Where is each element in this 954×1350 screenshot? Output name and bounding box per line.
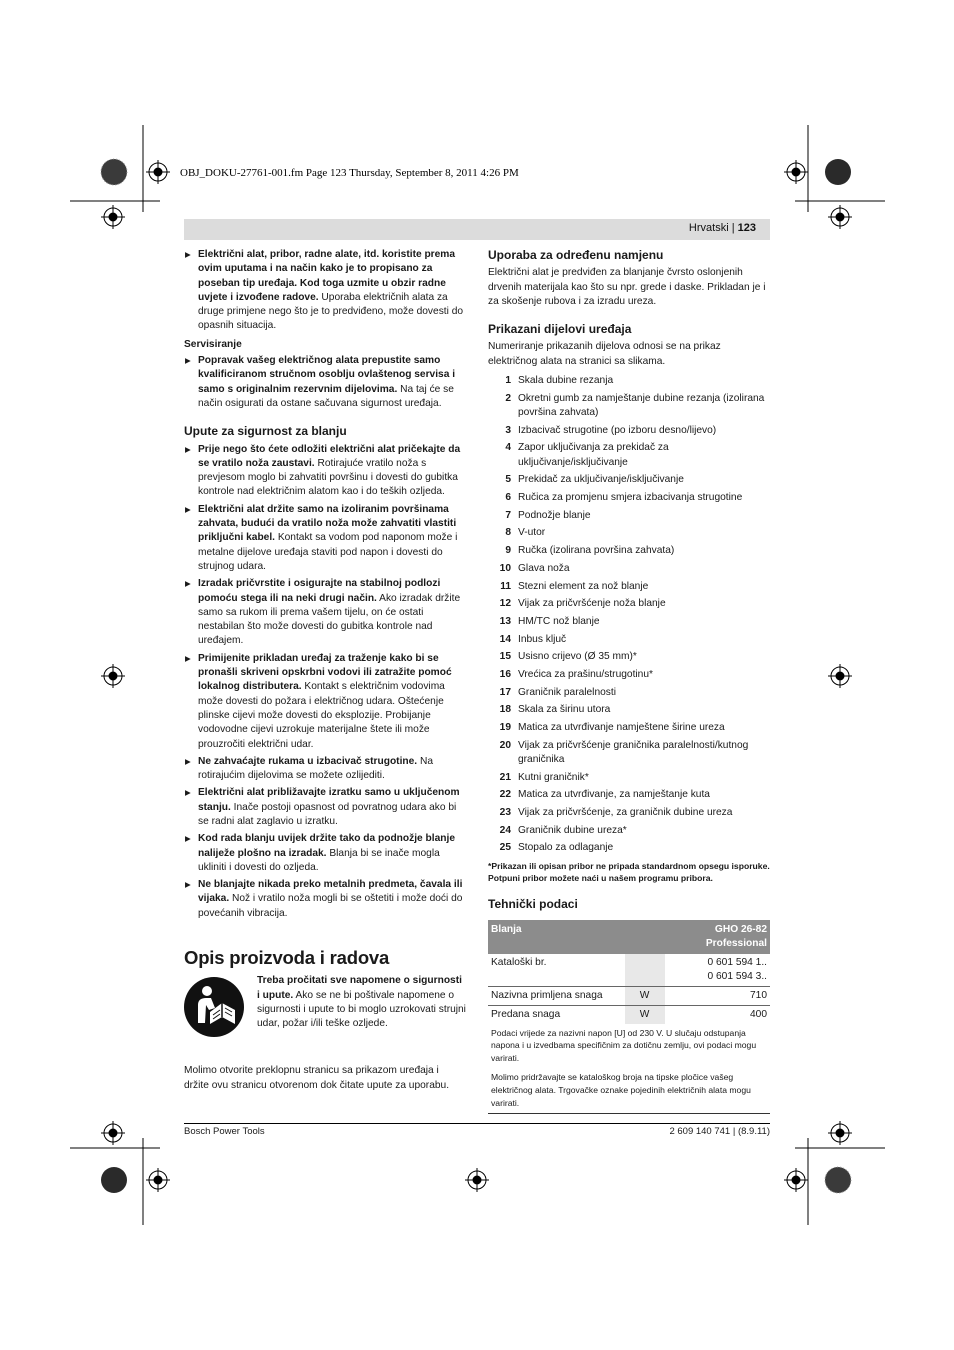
header-text xyxy=(689,222,756,234)
catalog-number: 0 601 594 3.. xyxy=(707,970,767,982)
safety-warning xyxy=(184,974,466,1052)
list-item xyxy=(488,771,770,785)
item-number: 15 xyxy=(499,651,511,663)
warning-bold: Treba pročitati sve napomene o sigurnosti i upute. xyxy=(257,975,462,1001)
item-text: V-utor xyxy=(518,527,546,539)
read-manual-icon xyxy=(184,977,244,1037)
list-item xyxy=(488,526,770,540)
row-value xyxy=(665,954,770,987)
bullet-text: Ako izradak držite samo sa rukom ili prema vašem tijelu, on će ostati nestabilan što može dovesti do gubitka kontrole nad uređajem. xyxy=(198,592,461,647)
table-row xyxy=(488,954,770,987)
list-item xyxy=(488,473,770,487)
table-note: Podaci vrijede za nazivni napon [U] od 230 V. U slučaju odstupanja napona i u izvedbama specifičnim za dotičnu zemlju, ovi podaci mogu varirati. xyxy=(491,1027,757,1063)
bullet-bold: Kod rada blanju uvijek držite tako da podnožje blanje naliježe plošno na izradak. xyxy=(198,833,455,859)
list-item xyxy=(488,374,770,388)
item-text: Izbacivač strugotine (po izboru desno/lijevo) xyxy=(518,424,717,436)
header-language: Hrvatski xyxy=(688,222,729,234)
bullet-text: Na rotirajućim dijelovima se možete ozlijediti. xyxy=(198,755,433,782)
table-head-left: Blanja xyxy=(488,920,665,954)
bullet-bold: Popravak vašeg električnog alata prepustite samo kvalificiranom stručnom osoblju ovlaštenog servisa i samo s originalnim rezervnim dijelovima. xyxy=(198,355,456,395)
item-number: 22 xyxy=(499,789,511,801)
bullet-bold: Primijenite prikladan uređaj za traženje kako bi se pronašli skriveni opskrbni vodovi ili zatražite pomoć lokalnog distributera. xyxy=(198,652,452,693)
parts-intro: Numeriranje prikazanih dijelova odnosi se na prikaz električnog alata na stranici sa slikama. xyxy=(488,341,721,367)
item-text: Prekidač za uključivanje/isključivanje xyxy=(518,474,684,486)
intro-bullet xyxy=(184,248,466,334)
item-text: Vijak za pričvršćenje graničnika paralelnosti/kutnog graničnika xyxy=(518,739,749,766)
file-slug: OBJ_DOKU-27761-001.fm Page 123 Thursday, September 8, 2011 4:26 PM xyxy=(180,167,519,179)
item-text: Vijak za pričvršćenje, za graničnik dubine ureza xyxy=(518,807,733,819)
item-number: 19 xyxy=(499,722,511,734)
item-number: 11 xyxy=(500,580,511,592)
warning-text: Ako se ne bi poštivale napomene o sigurnosti i upute to bi moglo uzrokovati strujni udar, požar i/ili teške ozljede. xyxy=(257,989,466,1030)
item-text: Skala za širinu utora xyxy=(518,704,611,716)
bullet-text: Nož i vratilo noža mogli bi se oštetiti i može doći do povećanih vibracija. xyxy=(198,893,463,919)
parts-list xyxy=(488,374,770,856)
list-item xyxy=(488,491,770,505)
spec-table xyxy=(488,920,770,1115)
footer-brand: Bosch Power Tools xyxy=(184,1126,265,1137)
item-text: Ručka (izolirana površina zahvata) xyxy=(518,545,675,557)
list-item xyxy=(488,806,770,820)
item-number: 17 xyxy=(499,686,511,698)
safety-heading: Upute za sigurnost za blanju xyxy=(184,424,347,439)
item-text: Usisno crijevo (Ø 35 mm)* xyxy=(518,651,637,663)
accessory-footnote: *Prikazan ili opisan pribor ne pripada standardnom opsegu isporuke. Potpuni pribor možete naći u našem programu pribora. xyxy=(488,860,770,884)
list-item xyxy=(488,544,770,558)
bullet-text: Blanja bi se inače mogla ukliniti i dovesti do ozljeda. xyxy=(198,847,440,873)
list-item xyxy=(488,580,770,594)
left-column xyxy=(184,248,466,1097)
safety-bullet xyxy=(184,443,466,500)
item-number: 23 xyxy=(499,807,511,819)
item-text: Matica za utvrđivanje namještene širine ureza xyxy=(518,722,725,734)
safety-bullet xyxy=(184,503,466,574)
table-head-model xyxy=(665,920,770,954)
list-item xyxy=(488,392,770,421)
table-note-row xyxy=(488,1068,770,1113)
bullet-text: Kontakt s električnim vodovima može dovesti do požara i električnog udara. Oštećenje plinske cijevi može dovesti do eksplozije. Probijanje vodovodne cijevi uzrokuje materijalne štete ili može prouzročiti električni udar. xyxy=(198,681,445,750)
servicing-heading: Servisiranje xyxy=(184,338,242,350)
item-number: 12 xyxy=(499,598,511,610)
table-row xyxy=(488,986,770,1005)
table-row xyxy=(488,1005,770,1024)
table-note-row xyxy=(488,1024,770,1069)
bullet-bold: Električni alat, pribor, radne alate, itd. koristite prema ovim uputama i na način kako je to propisano za poseban tip uređaja. Kod toga uzmite u obzir radne uvjete i izvođene radove. xyxy=(198,249,456,303)
item-text: Graničnik paralelnosti xyxy=(518,686,616,698)
list-item xyxy=(488,824,770,838)
row-unit xyxy=(625,954,665,987)
list-item xyxy=(488,650,770,664)
safety-bullet xyxy=(184,832,466,875)
model-series: Professional xyxy=(705,937,767,949)
list-item xyxy=(488,841,770,855)
item-text: Graničnik dubine ureza* xyxy=(518,824,627,836)
list-item xyxy=(488,721,770,735)
item-text: Skala dubine rezanja xyxy=(518,375,614,387)
list-item xyxy=(488,615,770,629)
bullet-text: Rotirajuće vratilo noža s prevjesom moglo bi zahvatiti površinu i dovesti do gubitka kontrole nad električnim alatom kao i do teških ozljeda. xyxy=(198,457,458,498)
list-item xyxy=(488,597,770,611)
list-item xyxy=(488,703,770,717)
footer-doc-number: 2 609 140 741 | (8.9.11) xyxy=(669,1126,770,1137)
bullet-text: Inače postoji opasnost od povratnog udara ako bi se radni alat zaglavio u izratku. xyxy=(198,801,457,827)
safety-bullet xyxy=(184,786,466,829)
bullet-bold: Električni alat držite samo na izoliranim površinama zahvata, budući da vratilo noža može zahvatiti vlastiti priključni kabel. xyxy=(198,503,457,544)
section-title: Opis proizvoda i radova xyxy=(184,947,390,969)
tech-heading: Tehnički podaci xyxy=(488,897,578,912)
list-item xyxy=(488,509,770,523)
bullet-text: Na taj će se način osigurati da ostane sačuvana sigurnost uređaja. xyxy=(198,383,454,409)
item-text: Vrećica za prašinu/strugotinu* xyxy=(518,668,653,680)
item-text: Kutni graničnik* xyxy=(518,771,589,783)
item-number: 6 xyxy=(505,492,511,504)
row-value: 710 xyxy=(665,986,770,1005)
list-item xyxy=(488,739,770,768)
item-number: 13 xyxy=(499,615,511,627)
table-header-row xyxy=(488,920,770,954)
bullet-bold: Ne zahvaćajte rukama u izbacivač strugotine. xyxy=(198,755,418,767)
model-name: GHO 26-82 xyxy=(714,923,767,935)
bullet-bold: Izradak pričvrstite i osigurajte na stabilnoj podlozi pomoću stega ili na neki drugi način. xyxy=(198,578,441,604)
item-number: 18 xyxy=(499,704,511,716)
safety-bullet xyxy=(184,652,466,752)
list-item xyxy=(488,668,770,682)
bullet-bold: Ne blanjajte nikada preko metalnih predmeta, čavala ili vijaka. xyxy=(198,879,463,905)
list-item xyxy=(488,788,770,802)
list-item xyxy=(488,633,770,647)
list-item xyxy=(488,686,770,700)
item-number: 2 xyxy=(505,392,511,404)
item-number: 8 xyxy=(505,527,511,539)
item-text: Glava noža xyxy=(518,562,570,574)
safety-bullet xyxy=(184,577,466,648)
item-number: 7 xyxy=(505,509,511,521)
item-text: Matica za utvrđivanje, za namještanje kuta xyxy=(518,789,710,801)
bullet-bold: Prije nego što ćete odložiti električni alat pričekajte da se vratilo noža zaustavi. xyxy=(198,443,461,469)
usage-heading: Uporaba za određenu namjenu xyxy=(488,248,664,262)
usage-text: Električni alat je predviđen za blanjanje čvrsto oslonjenih drvenih materijala kao što su npr. grede i daske. Prikladan je i za skošenje rubova i za izradu ureza. xyxy=(488,267,766,307)
item-number: 10 xyxy=(499,562,511,574)
list-item xyxy=(488,562,770,576)
item-number: 25 xyxy=(499,842,511,854)
item-text: Vijak za pričvršćenje noža blanje xyxy=(518,598,666,610)
item-text: HM/TC nož blanje xyxy=(518,615,600,627)
bullet-bold: Električni alat približavajte izratku samo u uključenom stanju. xyxy=(198,787,460,813)
item-number: 3 xyxy=(505,424,511,436)
item-number: 14 xyxy=(499,633,511,645)
row-label: Kataloški br. xyxy=(488,954,625,987)
item-number: 4 xyxy=(505,442,511,454)
item-text: Okretni gumb za namještanje dubine rezanja (izolirana površina zahvata) xyxy=(518,392,765,419)
row-unit: W xyxy=(625,1005,665,1024)
parts-heading: Prikazani dijelovi uređaja xyxy=(488,322,632,337)
page-header xyxy=(184,219,770,240)
safety-bullet xyxy=(184,878,466,921)
row-label: Nazivna primljena snaga xyxy=(488,986,625,1005)
row-value: 400 xyxy=(750,1008,767,1020)
item-number: 24 xyxy=(499,824,511,836)
table-note: Molimo pridržavajte se kataloškog broja na tipske pločice vašeg električnog alata. Trgovačke oznake pojedinih električnih alata mogu varirati. xyxy=(488,1068,770,1113)
page-number: 123 xyxy=(737,222,756,234)
item-number: 5 xyxy=(505,474,511,486)
bullet-text: Uporaba električnih alata za druge primjene nego što je to predviđeno, može dovesti do opasnih situacija. xyxy=(198,291,464,332)
item-number: 21 xyxy=(499,771,511,783)
header-separator: | xyxy=(731,222,738,234)
servicing-bullet xyxy=(184,354,466,411)
item-number: 9 xyxy=(505,545,511,557)
list-item xyxy=(488,441,770,470)
list-item xyxy=(488,424,770,438)
item-number: 20 xyxy=(499,739,511,751)
item-text: Inbus ključ xyxy=(518,633,567,645)
right-column xyxy=(488,248,770,1114)
item-text: Stopalo za odlaganje xyxy=(518,842,614,854)
item-text: Zapor uključivanja za prekidač za uključivanje/isključivanje xyxy=(518,442,669,468)
bullet-text: Kontakt sa vodom pod naponom može i metalne dijelove uređaja staviti pod napon i dovesti do strujnog udara. xyxy=(198,532,458,572)
item-text: Podnožje blanje xyxy=(518,509,591,521)
row-unit: W xyxy=(625,986,665,1005)
item-number: 1 xyxy=(505,375,511,387)
item-text: Ručica za promjenu smjera izbacivanja strugotine xyxy=(518,492,743,504)
item-number: 16 xyxy=(499,668,511,680)
catalog-number: 0 601 594 1.. xyxy=(707,956,767,968)
row-label: Predana snaga xyxy=(491,1008,561,1020)
footer-rule xyxy=(184,1123,770,1124)
safety-bullet xyxy=(184,755,466,784)
closing-paragraph: Molimo otvorite preklopnu stranicu sa prikazom uređaja i držite ovu stranicu otvorenom dok čitate upute za uporabu. xyxy=(184,1065,450,1091)
item-text: Stezni element za nož blanje xyxy=(518,580,649,592)
